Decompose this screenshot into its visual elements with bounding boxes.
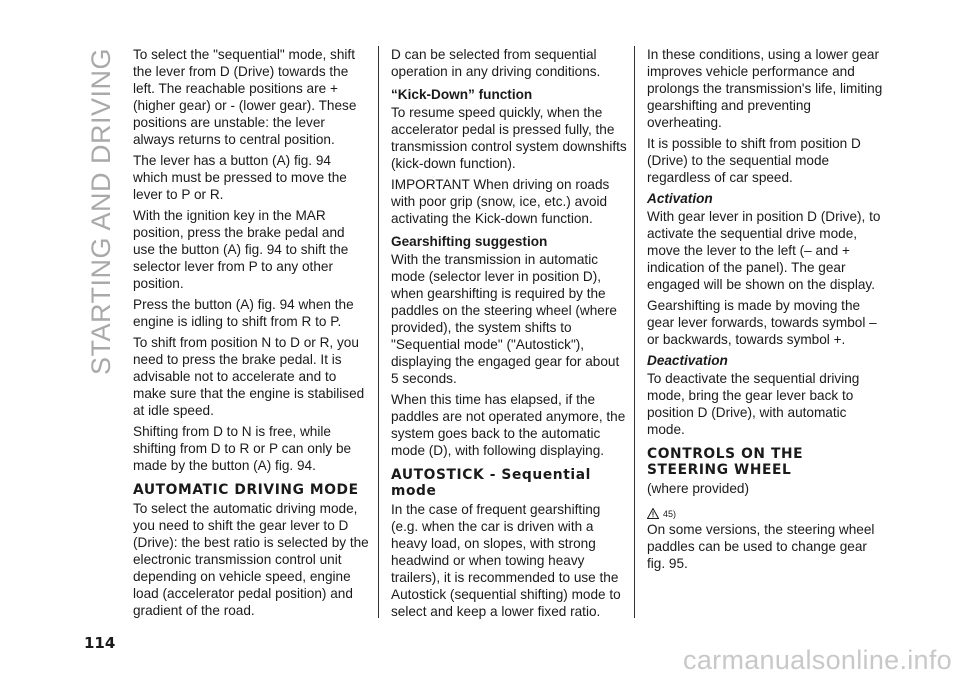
paragraph: Shifting from D to N is free, while shifting from D to R or P can only be made by the button (A) fig. 94. (133, 424, 352, 473)
column-1 (133, 46, 369, 623)
heading-deactivation: Deactivation (647, 353, 728, 368)
paragraph: (where provided) (647, 481, 749, 496)
heading-automatic-driving-mode: AUTOMATIC DRIVING MODE (133, 482, 359, 498)
heading-controls-steering-wheel: CONTROLS ON THE STEERING WHEEL (647, 446, 804, 478)
column-divider-1 (378, 46, 379, 618)
paragraph: The lever has a button (A) fig. 94 which must be pressed to move the lever to P or R. (133, 153, 347, 202)
paragraph: To deactivate the sequential driving mode, bring the gear lever back to position D (Drive), with automatic mode. (647, 371, 860, 437)
paragraph: It is possible to shift from position D (Drive) to the sequential mode regardless of car speed. (647, 136, 861, 185)
warning-ref-number: 45) (663, 509, 677, 519)
column-2 (391, 46, 627, 624)
paragraph: D can be selected from sequential operation in any driving conditions. (391, 47, 601, 79)
paragraph: To shift from position N to D or R, you need to press the brake pedal. It is advisable not to accelerate and to make sure that the engine is stabilised at idle speed. (133, 335, 365, 418)
warning-triangle-icon (647, 508, 659, 519)
column-divider-2 (634, 46, 635, 618)
footer-watermark[interactable]: carmanualsonline.info (683, 645, 952, 675)
paragraph: To resume speed quickly, when the accelerator pedal is pressed fully, the transmission control system downshifts (kick-down function). (391, 105, 627, 171)
paragraph: When this time has elapsed, if the paddles are not operated anymore, the system goes back to the automatic mode (D), with following displaying. (391, 392, 626, 458)
paragraph: With the transmission in automatic mode (selector lever in position D), when gearshifting is required by the paddles on the steering wheel (where provided), the system shifts to "Sequential mode" ("Autostick"), displaying the engaged gear for about 5 seconds. (391, 252, 620, 386)
heading-autostick: AUTOSTICK - Sequential mode (391, 467, 591, 499)
paragraph: With the ignition key in the MAR position, press the brake pedal and use the button (A) fig. 94 to shift the selector lever from P to any other position. (133, 208, 349, 291)
paragraph: To select the "sequential" mode, shift the lever from D (Drive) towards the left. The reachable positions are + (higher gear) or - (lower gear). These positions are unstable: the lever always returns to central position. (133, 47, 357, 147)
heading-kick-down: “Kick-Down” function (391, 87, 533, 102)
paragraph: Gearshifting is made by moving the gear lever forwards, towards symbol – or backwards, towards symbol +. (647, 298, 877, 347)
heading-activation: Activation (647, 191, 713, 206)
paragraph: IMPORTANT When driving on roads with poor grip (snow, ice, etc.) avoid activating the Kick-down function. (391, 177, 610, 226)
paragraph: In these conditions, using a lower gear improves vehicle performance and prolongs the transmission's life, limiting gearshifting and preventing overheating. (647, 47, 883, 130)
column-3 (647, 46, 883, 576)
paragraph: With gear lever in position D (Drive), to activate the sequential drive mode, move the lever to the left (– and + indication of the panel). The gear engaged will be shown on the display. (647, 209, 881, 292)
paragraph: Press the button (A) fig. 94 when the engine is idling to shift from R to P. (133, 297, 354, 329)
paragraph: In the case of frequent gearshifting (e.g. when the car is driven with a heavy load, on slopes, with strong headwind or when towing heavy trailers), it is recommended to use the Autostick (sequential shifting) mode to select and keep a lower fixed ratio. (391, 502, 621, 619)
paragraph: On some versions, the steering wheel paddles can be used to change gear fig. 95. (647, 522, 875, 571)
warning-reference (647, 499, 883, 519)
side-title-text: STARTING AND DRIVING (85, 48, 116, 376)
paragraph: To select the automatic driving mode, you need to shift the gear lever to D (Drive): the best ratio is selected by the electronic transmission control unit depending on vehicle speed, engine load (accelerator pedal position) and gradient of the road. (133, 501, 369, 618)
page-number: 114 (84, 634, 116, 652)
heading-gearshifting-suggestion: Gearshifting suggestion (391, 234, 548, 249)
section-side-title (84, 48, 118, 376)
